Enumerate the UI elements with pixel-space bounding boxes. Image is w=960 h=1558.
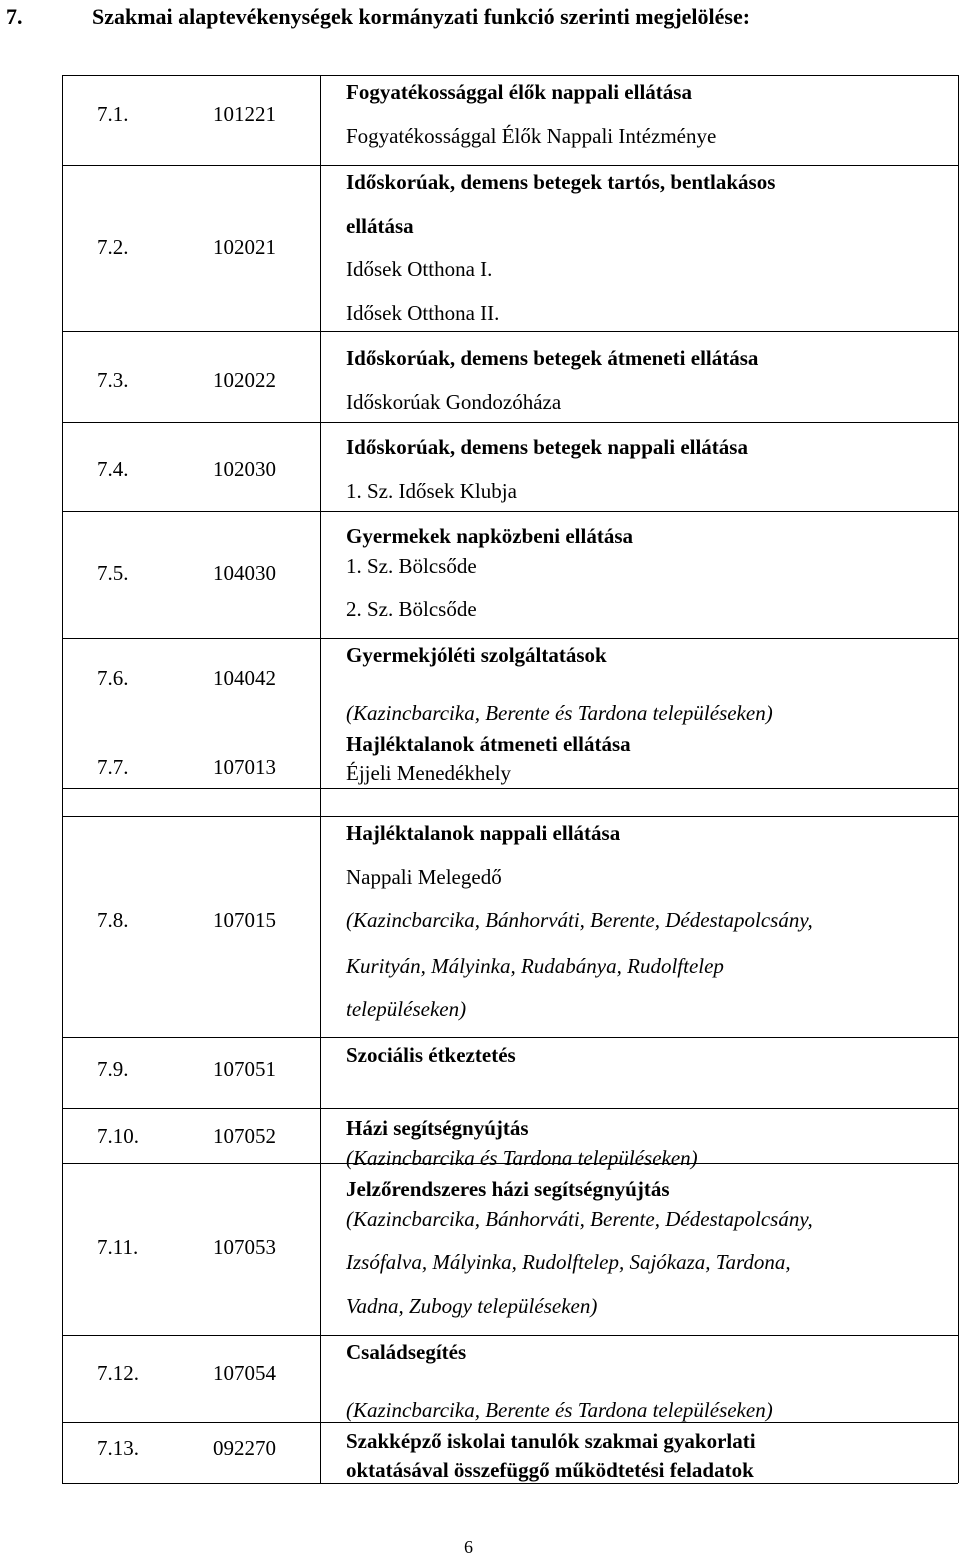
page-number: 6 — [464, 1537, 473, 1557]
service-title: Időskorúak, demens betegek tartós, bentlakásos — [346, 170, 776, 194]
function-code: 107052 — [213, 1124, 276, 1148]
service-title: Időskorúak, demens betegek átmeneti ellátása — [346, 346, 759, 370]
row-number: 7.3. — [97, 368, 129, 392]
function-code: 102030 — [213, 457, 276, 481]
row-divider — [62, 165, 958, 166]
row-divider — [62, 511, 958, 512]
service-title: Szociális étkeztetés — [346, 1043, 516, 1067]
service-title: Hajléktalanok átmeneti ellátása — [346, 732, 631, 756]
row-number: 7.9. — [97, 1057, 129, 1081]
service-locations: (Kazincbarcika és Tardona településeken) — [346, 1146, 698, 1170]
row-number: 7.13. — [97, 1436, 139, 1460]
function-code: 102022 — [213, 368, 276, 392]
institution-name: Fogyatékossággal Élők Nappali Intézménye — [346, 124, 717, 148]
service-locations: Vadna, Zubogy településeken) — [346, 1294, 598, 1318]
row-divider — [62, 422, 958, 423]
institution-name: 2. Sz. Bölcsőde — [346, 597, 477, 621]
service-locations: településeken) — [346, 997, 467, 1021]
service-locations: (Kazincbarcika, Berente és Tardona településeken) — [346, 1398, 773, 1422]
service-title: Fogyatékossággal élők nappali ellátása — [346, 80, 692, 104]
table-border-left — [62, 75, 63, 1483]
institution-name: Időskorúak Gondozóháza — [346, 390, 562, 414]
service-title: Időskorúak, demens betegek nappali ellátása — [346, 435, 748, 459]
row-divider — [62, 638, 958, 639]
institution-name: 1. Sz. Bölcsőde — [346, 554, 477, 578]
row-divider — [62, 788, 958, 789]
service-title: oktatásával összefüggő működtetési feladatok — [346, 1458, 754, 1482]
function-code: 107051 — [213, 1057, 276, 1081]
service-table — [62, 75, 958, 1483]
function-code: 107013 — [213, 755, 276, 779]
function-code: 107054 — [213, 1361, 276, 1385]
service-title: Gyermekjóléti szolgáltatások — [346, 643, 607, 667]
institution-name: Idősek Otthona II. — [346, 301, 500, 325]
section-title: Szakmai alaptevékenységek kormányzati funkció szerinti megjelölése: — [92, 4, 751, 29]
row-divider — [62, 1422, 958, 1423]
row-divider — [62, 1037, 958, 1038]
row-number: 7.5. — [97, 561, 129, 585]
service-locations: Izsófalva, Mályinka, Rudolftelep, Sajókaza, Tardona, — [346, 1250, 791, 1274]
table-border-right — [958, 75, 959, 1483]
function-code: 107053 — [213, 1235, 276, 1259]
row-number: 7.1. — [97, 102, 129, 126]
row-number: 7.2. — [97, 235, 129, 259]
section-number: 7. — [6, 4, 23, 29]
row-number: 7.4. — [97, 457, 129, 481]
row-number: 7.6. — [97, 666, 129, 690]
institution-name: 1. Sz. Idősek Klubja — [346, 479, 517, 503]
table-column-divider — [320, 75, 321, 1483]
service-title: Családsegítés — [346, 1340, 467, 1364]
service-locations: Kurityán, Mályinka, Rudabánya, Rudolftelep — [346, 954, 724, 978]
institution-name: Éjjeli Menedékhely — [346, 761, 512, 785]
table-border-top — [62, 75, 958, 76]
function-code: 104042 — [213, 666, 276, 690]
function-code: 107015 — [213, 908, 276, 932]
row-number: 7.8. — [97, 908, 129, 932]
service-title: Házi segítségnyújtás — [346, 1116, 529, 1140]
table-border-bottom — [62, 1483, 958, 1484]
service-title: Jelzőrendszeres házi segítségnyújtás — [346, 1177, 670, 1201]
row-divider — [62, 1335, 958, 1336]
service-title: ellátása — [346, 214, 414, 238]
row-number: 7.10. — [97, 1124, 139, 1148]
service-locations: (Kazincbarcika, Berente és Tardona településeken) — [346, 701, 773, 725]
row-number: 7.12. — [97, 1361, 139, 1385]
service-locations: (Kazincbarcika, Bánhorváti, Berente, Dédestapolcsány, — [346, 908, 813, 932]
row-number: 7.7. — [97, 755, 129, 779]
institution-name: Nappali Melegedő — [346, 865, 502, 889]
row-divider — [62, 331, 958, 332]
service-title: Hajléktalanok nappali ellátása — [346, 821, 621, 845]
service-locations: (Kazincbarcika, Bánhorváti, Berente, Dédestapolcsány, — [346, 1207, 813, 1231]
row-divider — [62, 816, 958, 817]
row-number: 7.11. — [97, 1235, 139, 1259]
function-code: 092270 — [213, 1436, 276, 1460]
function-code: 102021 — [213, 235, 276, 259]
function-code: 101221 — [213, 102, 276, 126]
service-title: Gyermekek napközbeni ellátása — [346, 524, 633, 548]
service-title: Szakképző iskolai tanulók szakmai gyakorlati — [346, 1429, 756, 1453]
institution-name: Idősek Otthona I. — [346, 257, 493, 281]
row-divider — [62, 1108, 958, 1109]
function-code: 104030 — [213, 561, 276, 585]
